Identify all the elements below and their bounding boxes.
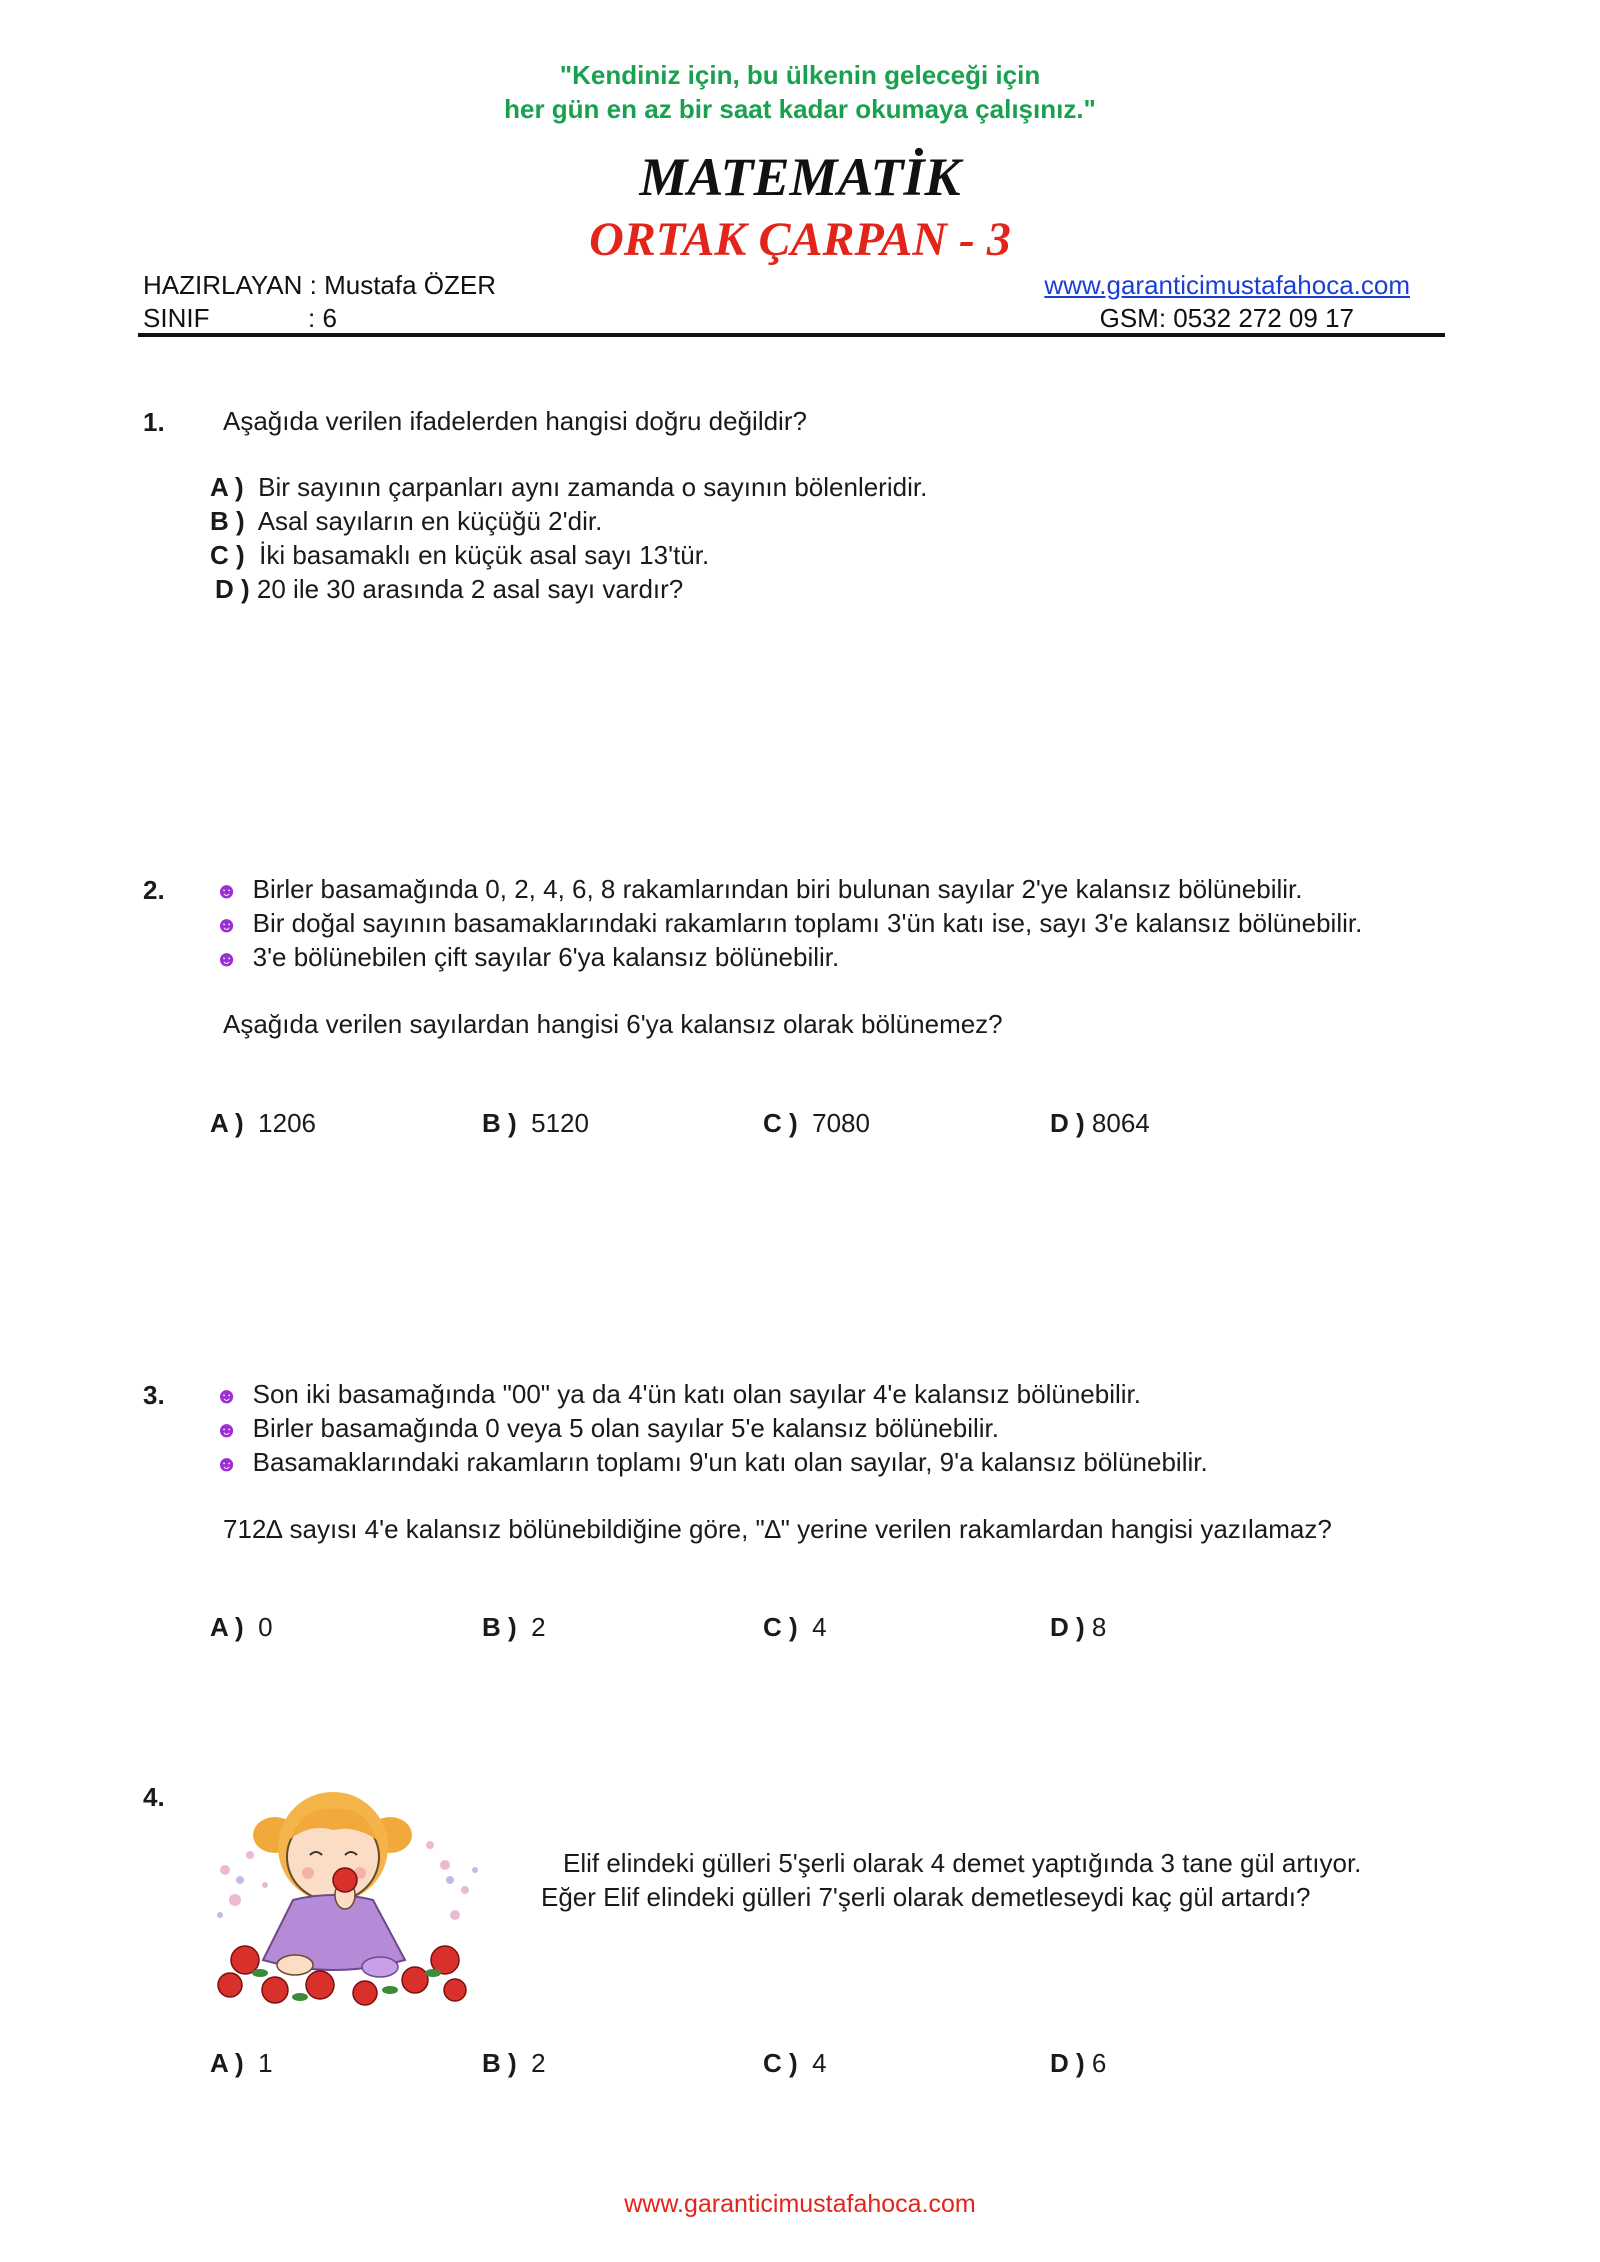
option-text: 2 <box>531 1612 546 1642</box>
question-4-option-d[interactable] <box>1050 2048 1106 2079</box>
question-2-option-c[interactable] <box>763 1108 870 1139</box>
bullet-text: Birler basamağında 0, 2, 4, 6, 8 rakamlarından biri bulunan sayılar 2'ye kalansız bölünebilir. <box>252 874 1303 904</box>
question-2-option-d[interactable] <box>1050 1108 1150 1139</box>
page-subtitle: ORTAK ÇARPAN - 3 <box>589 213 1011 266</box>
option-label: A ) <box>210 472 244 502</box>
question-2-prompt: Aşağıda verilen sayılardan hangisi 6'ya kalansız olarak bölünemez? <box>223 1009 1003 1039</box>
question-2-number: 2. <box>143 875 165 905</box>
option-label: D ) <box>1050 1612 1085 1642</box>
option-text: Bir sayının çarpanları aynı zamanda o sayının bölenleridir. <box>258 472 928 502</box>
question-4-line-2: Eğer Elif elindeki gülleri 7'şerli olarak demetleseydi kaç gül artardı? <box>541 1882 1311 1912</box>
smiley-icon: ☻ <box>215 912 239 937</box>
question-1-option-b[interactable] <box>210 504 602 538</box>
option-label: B ) <box>482 1108 517 1138</box>
smiley-icon: ☻ <box>215 878 239 903</box>
option-text: 5120 <box>531 1108 589 1138</box>
question-2-option-b[interactable] <box>482 1108 589 1139</box>
question-3-prompt: 712∆ sayısı 4'e kalansız bölünebildiğine göre, "∆" yerine verilen rakamlardan hangisi yazılamaz? <box>223 1514 1332 1544</box>
option-label: A ) <box>210 1108 244 1138</box>
question-4-option-b[interactable] <box>482 2048 546 2079</box>
option-label: B ) <box>482 1612 517 1642</box>
option-label: C ) <box>210 540 245 570</box>
question-1-number: 1. <box>143 407 165 437</box>
question-3-option-a[interactable] <box>210 1612 273 1643</box>
class-label: SINIF <box>143 303 210 333</box>
smiley-icon: ☻ <box>215 1451 239 1476</box>
question-2-bullet-2 <box>215 906 1362 942</box>
question-2-bullet-1 <box>215 872 1303 908</box>
question-4-option-c[interactable] <box>763 2048 827 2079</box>
option-label: D ) <box>1050 1108 1085 1138</box>
website-link[interactable]: www.garanticimustafahoca.com <box>1044 270 1410 300</box>
question-2-bullet-3 <box>215 940 839 976</box>
option-label: C ) <box>763 1612 798 1642</box>
quote-line-1: "Kendiniz için, bu ülkenin geleceği için <box>559 60 1041 90</box>
option-label: A ) <box>210 1612 244 1642</box>
girl-with-flowers-illustration <box>205 1785 490 2010</box>
question-1-option-d[interactable] <box>215 572 683 606</box>
question-3-bullet-3 <box>215 1445 1208 1481</box>
question-1-option-c[interactable] <box>210 538 709 572</box>
bullet-text: Bir doğal sayının basamaklarındaki rakamların toplamı 3'ün katı ise, sayı 3'e kalansız bölünebilir. <box>252 908 1363 938</box>
bullet-text: Birler basamağında 0 veya 5 olan sayılar 5'e kalansız bölünebilir. <box>252 1413 1000 1443</box>
phone-number: GSM: 0532 272 09 17 <box>1099 303 1354 333</box>
option-text: 2 <box>531 2048 546 2078</box>
option-text: 1206 <box>258 1108 316 1138</box>
option-label: B ) <box>482 2048 517 2078</box>
option-text: 7080 <box>812 1108 870 1138</box>
question-4-number: 4. <box>143 1782 165 1812</box>
page-title: MATEMATİK <box>639 147 961 207</box>
option-text: 1 <box>258 2048 273 2078</box>
option-text: 6 <box>1091 2048 1107 2078</box>
option-text: Asal sayıların en küçüğü 2'dir. <box>257 506 603 536</box>
question-4-option-a[interactable] <box>210 2048 273 2079</box>
question-3-option-b[interactable] <box>482 1612 546 1643</box>
option-text: 4 <box>812 1612 827 1642</box>
option-label: D ) <box>1050 2048 1085 2078</box>
option-label: A ) <box>210 2048 244 2078</box>
option-text: 0 <box>258 1612 273 1642</box>
quote-line-2: her gün en az bir saat kadar okumaya çalışınız." <box>504 94 1096 124</box>
header-divider <box>138 333 1445 337</box>
author-label: HAZIRLAYAN : Mustafa ÖZER <box>143 270 497 300</box>
option-text: İki basamaklı en küçük asal sayı 13'tür. <box>259 540 710 570</box>
question-3-option-d[interactable] <box>1050 1612 1106 1643</box>
option-text: 8064 <box>1091 1108 1150 1138</box>
option-text: 20 ile 30 arasında 2 asal sayı vardır? <box>256 574 684 604</box>
smiley-icon: ☻ <box>215 946 239 971</box>
question-4-line-1: Elif elindeki gülleri 5'şerli olarak 4 demet yaptığında 3 tane gül artıyor. <box>563 1848 1362 1878</box>
question-3-bullet-1 <box>215 1377 1141 1413</box>
question-3-bullet-2 <box>215 1411 999 1447</box>
bullet-text: Basamaklarındaki rakamların toplamı 9'un katı olan sayılar, 9'a kalansız bölünebilir. <box>252 1447 1208 1477</box>
option-text: 4 <box>812 2048 827 2078</box>
option-label: D ) <box>215 574 250 604</box>
question-1-option-a[interactable] <box>210 470 927 504</box>
option-text: 8 <box>1091 1612 1107 1642</box>
bullet-text: Son iki basamağında "00" ya da 4'ün katı olan sayılar 4'e kalansız bölünebilir. <box>252 1379 1141 1409</box>
bullet-text: 3'e bölünebilen çift sayılar 6'ya kalansız bölünebilir. <box>252 942 840 972</box>
option-label: C ) <box>763 2048 798 2078</box>
smiley-icon: ☻ <box>215 1417 239 1442</box>
smiley-icon: ☻ <box>215 1383 239 1408</box>
option-label: B ) <box>210 506 245 536</box>
question-1-prompt: Aşağıda verilen ifadelerden hangisi doğru değildir? <box>223 406 807 436</box>
question-2-option-a[interactable] <box>210 1108 316 1139</box>
question-3-option-c[interactable] <box>763 1612 827 1643</box>
footer-website[interactable]: www.garanticimustafahoca.com <box>624 2190 976 2218</box>
class-value: : 6 <box>308 303 337 333</box>
question-3-number: 3. <box>143 1380 165 1410</box>
option-label: C ) <box>763 1108 798 1138</box>
